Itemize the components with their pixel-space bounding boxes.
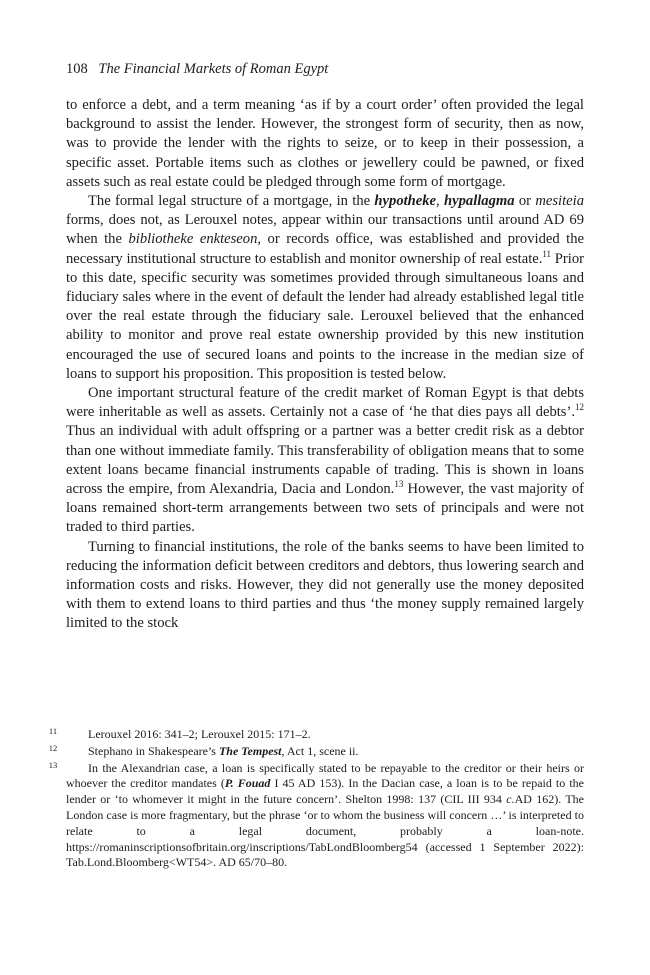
text-run: The formal legal structure of a mortgage, in the [88,193,375,210]
paragraph-1: to enforce a debt, and a term meaning ‘as if by a court order’ often provided the legal background to assist the lender. However, the strongest form of security, then as now, was to provide the lender with the rights to seize, or to keep in their possession, a specific asset. Portable items such as clothes or jewellery could be pawned, or fixed assets such as real estate could be pledged through some form of mortgage. [66,97,584,190]
footnote-number: 13 [48,759,58,770]
footnote-marker-13[interactable]: 13 [394,479,404,490]
paragraph-4: Turning to financial institutions, the role of the banks seems to have been limited to reducing the information deficit between creditors and debtors, thus lowering search and information costs and risks. However, they did not generally use the money deposited with them to extend loans to third parties and thus ‘the money supply remained largely limited to the stock [66,538,584,632]
term-hypallagma: hypallagma [444,193,515,210]
circa-abbrev: c. [506,792,515,807]
footnotes [48,726,584,872]
term-mesiteia: mesiteia [535,193,584,210]
paragraph-2 [66,192,584,384]
footnote-number: 11 [48,726,58,736]
footnote-12 [48,742,584,760]
term-bibliotheke-enkteseon: bibliotheke enkteseon [128,231,258,248]
footnote-number: 12 [48,742,58,753]
footnote-text: , Act 1, scene ii. [281,743,359,758]
paragraph-3 [66,384,584,538]
footnote-marker-11[interactable]: 11 [542,248,552,259]
footnote-13 [48,759,584,872]
footnote-marker-12[interactable]: 12 [575,402,584,413]
footnote-11 [48,726,584,743]
text-run: forms, does not, as Lerouxel notes, appear within our transactions until around AD 69 when the [66,212,584,248]
footnote-text: Lerouxel 2016: 341–2; Lerouxel 2015: 171–2. [88,727,311,741]
footnote-text: AD 162). The London case is more fragmentary, but the phrase ‘or to whom the business will concern …’ is interpreted to relate to a legal document, probably a loan-note. https://romaninscriptionsofbritain.org/inscriptions/TabLondBloomberg54 (accessed 1 September 2022): Tab.Lond.Bloomberg<WT54>. AD 65/70–80. [66,792,584,870]
footnote-text: Stephano in Shakespeare’s [88,743,219,758]
text-run: , or records office, was established and provided the necessary institutional structure to establish and monitor ownership of real estate. [66,231,584,267]
work-title: The Tempest [218,743,282,758]
running-title: The Financial Markets of Roman Egypt [98,61,329,77]
page-number: 108 [66,61,88,77]
body-text [66,96,584,634]
source-citation: P. Fouad [224,776,271,791]
text-run: Thus an individual with adult offspring or a partner was a better credit risk as a debtor than one without immediate family. This transferability of obligation means that to some extent loans became financial instruments capable of trading. This is shown in loans across the empire, from Alexandria, Dacia and London. [66,423,584,498]
term-hypotheke: hypotheke [374,193,437,210]
text-run: One important structural feature of the credit market of Roman Egypt is that debts were inheritable as well as assets. Certainly not a case of ‘he that dies pays all debts’. [66,385,584,421]
footnote-text: I 45 AD 153). In the Dacian case, a loan is to be repaid to the lender or ‘to whomever it might in the future concern’. Shelton 1998: 137 (CIL III 934 [66,776,584,807]
running-header [66,60,328,78]
text-run: or [514,193,536,210]
footnote-text: In the Alexandrian case, a loan is specifically stated to be repayable to the creditor or their heirs or whoever the creditor mandates ( [66,760,584,791]
text-run: However, the vast majority of loans remained short-term arrangements between two sets of principals and were not traded to third parties. [66,481,584,536]
text-run: Prior to this date, specific security was sometimes provided through simultaneous loans and fiduciary sales where in the event of default the lender had already established legal title over the real estate through the fiduciary sale. Lerouxel believed that the enhanced ability to monitor and prove real estate ownership provided by this new institution encouraged the use of secured loans and points to the increase in the median size of loans to support his proposition. This proposition is tested below. [66,250,584,382]
text-run: , [436,193,445,210]
